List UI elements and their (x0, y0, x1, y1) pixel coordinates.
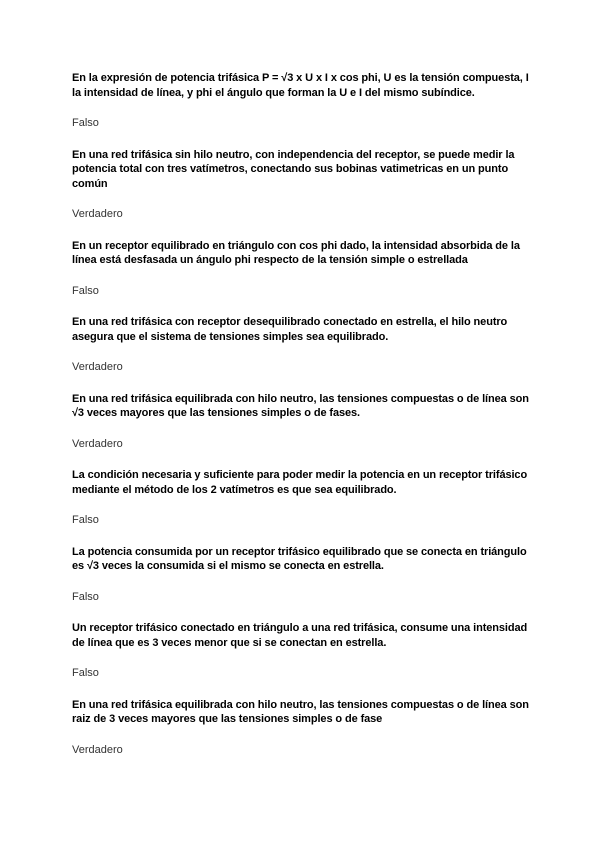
answer-text: Falso (72, 514, 99, 526)
question-text: En una red trifásica sin hilo neutro, con independencia del receptor, se puede medir la potencia total con tres vatímetros, conectando sus bobinas vatimetricas en un punto común (72, 148, 515, 190)
question-item-6 (72, 468, 532, 528)
answer-text: Falso (72, 667, 99, 679)
question-text: En la expresión de potencia trifásica P = √3 x U x I x cos phi, U es la tensión compuesta, I la intensidad de línea, y phi el ángulo que forman la U e I del mismo subíndice. (72, 72, 529, 99)
question-item-2 (72, 148, 532, 222)
question-item-4 (72, 315, 532, 375)
question-item-3 (72, 239, 532, 299)
question-text: La potencia consumida por un receptor trifásico equilibrado que se conecta en triángulo es √3 veces la consumida si el mismo se conecta en estrella. (72, 545, 527, 572)
answer-text: Verdadero (72, 437, 123, 450)
question-item-7 (72, 545, 532, 605)
answer-text: Falso (72, 117, 99, 129)
question-text: La condición necesaria y suficiente para poder medir la potencia en un receptor trifásico mediante el método de los 2 vatímetros es que sea equilibrado. (72, 469, 528, 496)
question-text: En una red trifásica con receptor desequilibrado conectado en estrella, el hilo neutro asegura que el sistema de tensiones simples sea equilibrado. (72, 316, 508, 343)
question-item-9 (72, 698, 532, 758)
answer-text: Verdadero (72, 743, 123, 756)
question-text: En una red trifásica equilibrada con hilo neutro, las tensiones compuestas o de línea son raiz de 3 veces mayores que las tensiones simples o de fase (72, 698, 529, 725)
question-item-1 (72, 71, 532, 131)
answer-text: Falso (72, 284, 99, 297)
document-page (72, 71, 532, 774)
question-text: Un receptor trifásico conectado en triángulo a una red trifásica, consume una intensidad de línea que es 3 veces menor que si se conectan en estrella. (72, 622, 528, 649)
answer-text: Verdadero (72, 361, 123, 373)
question-text: En una red trifásica equilibrada con hilo neutro, las tensiones compuestas o de línea son √3 veces mayores que las tensiones simples o de fases. (72, 392, 529, 419)
question-text: En un receptor equilibrado en triángulo con cos phi dado, la intensidad absorbida de la línea está desfasada un ángulo phi respecto de la tensión simple o estrellada (72, 239, 520, 266)
answer-text: Verdadero (72, 208, 123, 220)
answer-text: Falso (72, 590, 99, 603)
question-item-8 (72, 621, 532, 681)
question-item-5 (72, 392, 532, 452)
